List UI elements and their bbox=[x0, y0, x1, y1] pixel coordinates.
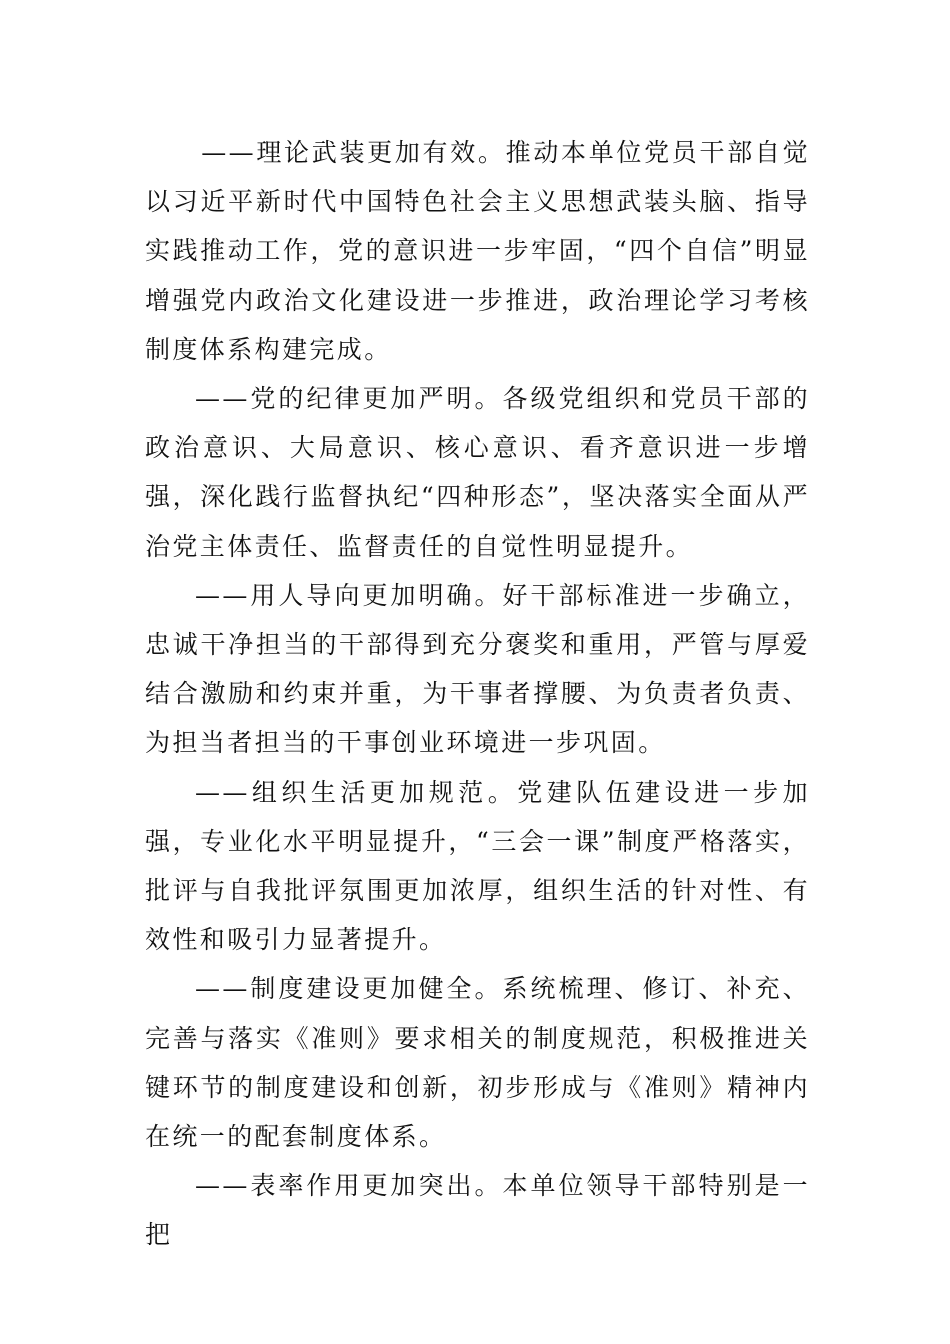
paragraph-party-discipline: ——党的纪律更加严明。各级党组织和党员干部的政治意识、大局意识、核心意识、看齐意识进一步增强，深化践行监督执纪“四种形态”，坚决落实全面从严治党主体责任、监督责任的自觉性明显提升。 bbox=[145, 384, 810, 561]
paragraph-theory-armament: ——理论武装更加有效。推动本单位党员干部自觉以习近平新时代中国特色社会主义思想武装头脑、指导实践推动工作，党的意识进一步牢固，“四个自信”明显增强党内政治文化建设进一步推进，政治理论学习考核制度体系构建完成。 bbox=[145, 138, 810, 364]
paragraph-employment-orientation: ——用人导向更加明确。好干部标准进一步确立，忠诚干净担当的干部得到充分褒奖和重用，严管与厚爱结合激励和约束并重，为干事者撑腰、为负责者负责、为担当者担当的干事创业环境进一步巩固。 bbox=[145, 580, 810, 758]
paragraph-system-construction: ——制度建设更加健全。系统梳理、修订、补充、完善与落实《准则》要求相关的制度规范，积极推进关键环节的制度建设和创新，初步形成与《准则》精神内在统一的配套制度体系。 bbox=[145, 974, 810, 1152]
document-body bbox=[145, 128, 810, 1260]
paragraph-exemplary-role: ——表率作用更加突出。本单位领导干部特别是一把 bbox=[145, 1171, 810, 1250]
paragraph-organizational-life: ——组织生活更加规范。党建队伍建设进一步加强，专业化水平明显提升，“三会一课”制度严格落实，批评与自我批评氛围更加浓厚，组织生活的针对性、有效性和吸引力显著提升。 bbox=[145, 777, 810, 955]
